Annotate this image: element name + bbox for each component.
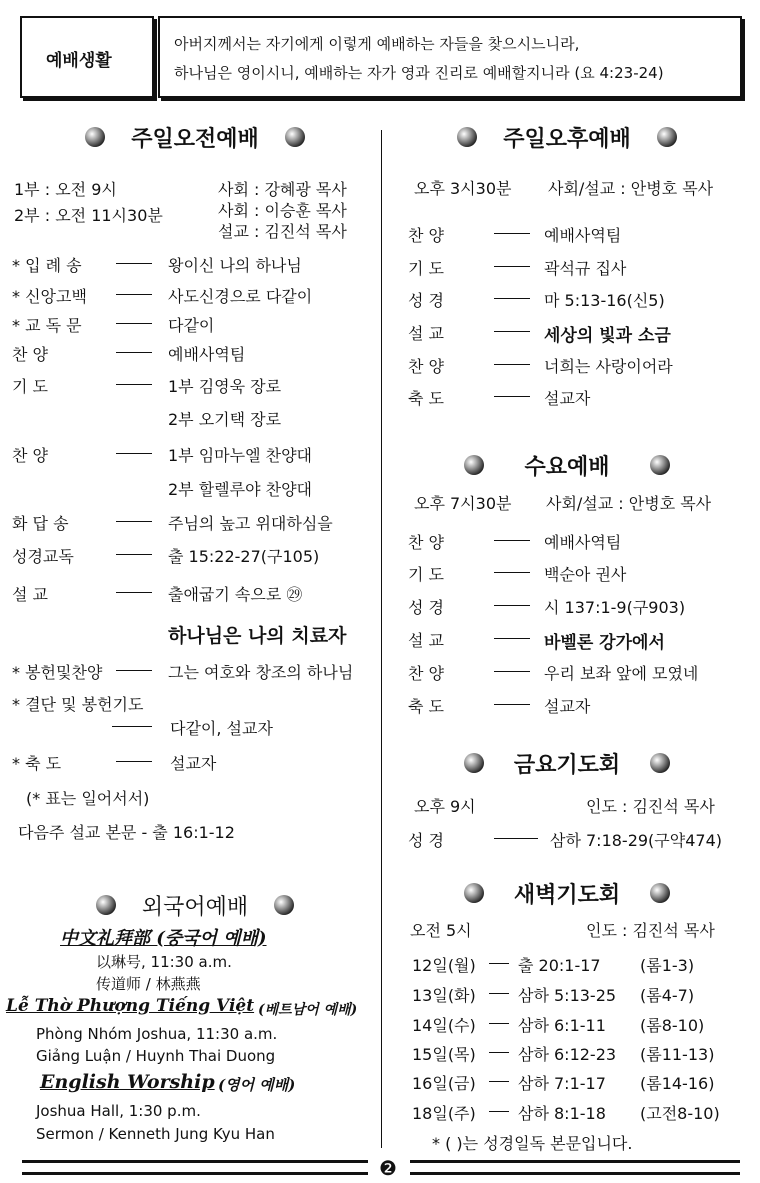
order-label: 찬 양 [12, 446, 48, 465]
order-label: * 신앙고백 [12, 287, 87, 306]
order-value: 1부 김영욱 장로 [168, 377, 282, 396]
leader-line [116, 554, 152, 555]
leader-line [494, 298, 530, 299]
leader-line [494, 704, 530, 705]
decision-value: 다같이, 설교자 [170, 719, 273, 738]
leader-line [116, 592, 152, 593]
english-line1: Joshua Hall, 1:30 p.m. [36, 1102, 201, 1120]
order-label: 축 도 [408, 697, 444, 716]
dawn-day: 14일(수) [412, 1016, 476, 1035]
leader-line [494, 671, 530, 672]
section-title: 수요예배 [524, 454, 610, 480]
section-friday [392, 748, 742, 778]
leader-line [116, 453, 152, 454]
dawn-ot: 출 20:1-17 [518, 956, 601, 975]
order-label: 화 답 송 [12, 514, 69, 533]
order-label: 성경교독 [12, 547, 74, 566]
order-value: 바벨론 강가에서 [544, 633, 665, 653]
order-value: 우리 보좌 앞에 모였네 [544, 664, 699, 683]
order-value: 세상의 빛과 소금 [544, 326, 671, 346]
bullet-icon [657, 127, 677, 147]
leader-line [494, 572, 530, 573]
standing-note: (* 표는 일어서서) [26, 789, 150, 808]
header-verse-line1: 아버지께서는 자기에게 이렇게 예배하는 자들을 찾으시느니라, [174, 35, 580, 53]
order-label: 성 경 [408, 598, 444, 617]
leader-line [489, 1081, 509, 1082]
header-verse-line2: 하나님은 영이시니, 예배하는 자가 영과 진리로 예배할지니라 (요 4:23-24) [174, 64, 664, 82]
order-value: 왕이신 나의 하나님 [168, 256, 302, 275]
order-value: 백순아 권사 [544, 565, 627, 584]
section-title: 외국어예배 [141, 894, 249, 920]
leader-line [489, 993, 509, 994]
afternoon-time: 오후 3시30분 [414, 179, 512, 198]
dawn-time: 오전 5시 [410, 921, 472, 940]
bullet-icon [464, 753, 484, 773]
header-tag: 예배생활 [46, 51, 112, 71]
friday-leader: 인도 : 김진석 목사 [586, 797, 715, 816]
bullet-icon [464, 883, 484, 903]
order-value: 2부 오기택 장로 [168, 410, 282, 429]
order-label: 찬 양 [408, 664, 444, 683]
order-value: 설교자 [544, 697, 591, 716]
sermon-title: 하나님은 나의 치료자 [168, 625, 347, 647]
leader-line [494, 266, 530, 267]
section-title: 주일오전예배 [131, 126, 259, 152]
chinese-line2: 传道师 / 林燕燕 [96, 975, 201, 993]
leader-line [489, 963, 509, 964]
preacher: 설교 : 김진석 목사 [218, 222, 347, 241]
english-title: English Worship [40, 1071, 215, 1093]
wednesday-host: 사회/설교 : 안병호 목사 [546, 494, 712, 513]
bullet-icon [650, 883, 670, 903]
order-label: 기 도 [12, 377, 48, 396]
wednesday-time: 오후 7시30분 [414, 494, 512, 513]
host-2: 사회 : 이승훈 목사 [218, 201, 347, 220]
dawn-note: * ( )는 성경일독 본문입니다. [432, 1134, 633, 1153]
order-label: 기 도 [408, 565, 444, 584]
order-value: 1부 임마누엘 찬양대 [168, 446, 312, 465]
dawn-ot: 삼하 6:12-23 [518, 1045, 617, 1064]
order-label: 기 도 [408, 259, 444, 278]
bless-value: 설교자 [170, 754, 217, 773]
leader-line [116, 352, 152, 353]
leader-line [494, 233, 530, 234]
header-verse-box [158, 16, 742, 98]
leader-line [116, 670, 152, 671]
column-divider [381, 130, 382, 1148]
friday-time: 오후 9시 [414, 797, 476, 816]
english-sub: (영어 예배) [218, 1076, 296, 1094]
leader-line [116, 323, 152, 324]
order-value: 출애굽기 속으로 ㉙ [168, 585, 303, 604]
leader-line [116, 384, 152, 385]
section-title: 금요기도회 [513, 752, 621, 778]
dawn-day: 16일(금) [412, 1074, 476, 1093]
order-label: 찬 양 [408, 533, 444, 552]
leader-line [494, 331, 530, 332]
chinese-line1: 以琳号, 11:30 a.m. [96, 953, 232, 971]
chinese-title: 中文礼拜部 (중국어 예배) [60, 928, 267, 949]
dawn-day: 12일(월) [412, 956, 476, 975]
leader-line [116, 761, 152, 762]
section-title: 새벽기도회 [513, 882, 621, 908]
order-value: 너희는 사랑이어라 [544, 357, 673, 376]
bullet-icon [457, 127, 477, 147]
order-label: 찬 양 [408, 226, 444, 245]
section-afternoon [392, 122, 742, 152]
dawn-ot: 삼하 6:1-11 [518, 1016, 606, 1035]
dawn-nt: (롬4-7) [640, 986, 695, 1005]
leader-line [489, 1052, 509, 1053]
order-value: 예배사역팀 [544, 533, 622, 552]
leader-line [116, 294, 152, 295]
bullet-icon [96, 895, 116, 915]
order-value: 다같이 [168, 316, 215, 335]
footer-rule-right [410, 1160, 740, 1175]
offering-value: 그는 여호와 창조의 하나님 [168, 663, 354, 682]
dawn-nt: (고전8-10) [640, 1104, 720, 1123]
order-label: 축 도 [408, 389, 444, 408]
order-value: 사도신경으로 다같이 [168, 287, 313, 306]
order-value: 2부 할렐루야 찬양대 [168, 480, 312, 499]
offering-label: * 봉헌및찬양 [12, 663, 103, 682]
bullet-icon [285, 127, 305, 147]
section-wednesday [392, 450, 742, 480]
english-line2: Sermon / Kenneth Jung Kyu Han [36, 1125, 275, 1143]
viet-sub: (베트남어 예배) [258, 1002, 358, 1018]
friday-scripture-value: 삼하 7:18-29(구약474) [550, 831, 722, 850]
service-time-2: 2부 : 오전 11시30분 [14, 206, 163, 225]
order-label: 성 경 [408, 291, 444, 310]
next-sermon: 다음주 설교 본문 - 출 16:1-12 [18, 823, 235, 842]
dawn-ot: 삼하 7:1-17 [518, 1074, 606, 1093]
leader-line [494, 638, 530, 639]
order-label: 찬 양 [408, 357, 444, 376]
bullet-icon [274, 895, 294, 915]
section-dawn [392, 878, 742, 908]
order-value: 시 137:1-9(구903) [544, 598, 686, 617]
dawn-nt: (롬1-3) [640, 956, 695, 975]
order-value: 마 5:13-16(신5) [544, 291, 665, 310]
order-label: * 입 례 송 [12, 256, 82, 275]
order-label: 설 교 [408, 324, 444, 343]
dawn-nt: (롬14-16) [640, 1074, 715, 1093]
order-label: 설 교 [408, 631, 444, 650]
order-value: 곽석규 집사 [544, 259, 627, 278]
order-value: 출 15:22-27(구105) [168, 547, 320, 566]
order-value: 예배사역팀 [544, 226, 622, 245]
dawn-nt: (롬8-10) [640, 1016, 705, 1035]
decision-label: * 결단 및 봉헌기도 [12, 695, 144, 714]
order-label: 찬 양 [12, 345, 48, 364]
order-value: 주님의 높고 위대하심을 [168, 514, 333, 533]
leader-line [116, 263, 152, 264]
section-foreign [20, 890, 370, 920]
leader-line [494, 838, 538, 839]
bullet-icon [464, 455, 484, 475]
leader-line [112, 726, 152, 727]
footer-rule-left [22, 1160, 368, 1175]
leader-line [494, 364, 530, 365]
leader-line [494, 540, 530, 541]
leader-line [489, 1023, 509, 1024]
dawn-day: 15일(목) [412, 1045, 476, 1064]
dawn-leader: 인도 : 김진석 목사 [586, 921, 715, 940]
order-label: 설 교 [12, 585, 48, 604]
dawn-day: 13일(화) [412, 986, 476, 1005]
dawn-ot: 삼하 5:13-25 [518, 986, 617, 1005]
dawn-ot: 삼하 8:1-18 [518, 1104, 606, 1123]
order-label: * 교 독 문 [12, 316, 82, 335]
section-morning [20, 122, 370, 152]
leader-line [494, 396, 530, 397]
friday-scripture-label: 성 경 [408, 831, 444, 850]
viet-line1: Phòng Nhóm Joshua, 11:30 a.m. [36, 1025, 278, 1043]
section-title: 주일오후예배 [503, 126, 631, 152]
bullet-icon [650, 753, 670, 773]
bullet-icon [650, 455, 670, 475]
host-1: 사회 : 강혜광 목사 [218, 180, 347, 199]
order-value: 설교자 [544, 389, 591, 408]
leader-line [494, 605, 530, 606]
viet-title: Lễ Thờ Phượng Tiếng Việt [6, 996, 255, 1016]
order-value: 예배사역팀 [168, 345, 246, 364]
leader-line [489, 1111, 509, 1112]
dawn-nt: (롬11-13) [640, 1045, 715, 1064]
dawn-day: 18일(주) [412, 1104, 476, 1123]
leader-line [116, 521, 152, 522]
page-number: ❷ [379, 1156, 397, 1180]
afternoon-host: 사회/설교 : 안병호 목사 [548, 179, 714, 198]
viet-line2: Giảng Luận / Huynh Thai Duong [36, 1047, 276, 1065]
bless-label: * 축 도 [12, 754, 62, 773]
bullet-icon [85, 127, 105, 147]
service-time-1: 1부 : 오전 9시 [14, 180, 117, 199]
